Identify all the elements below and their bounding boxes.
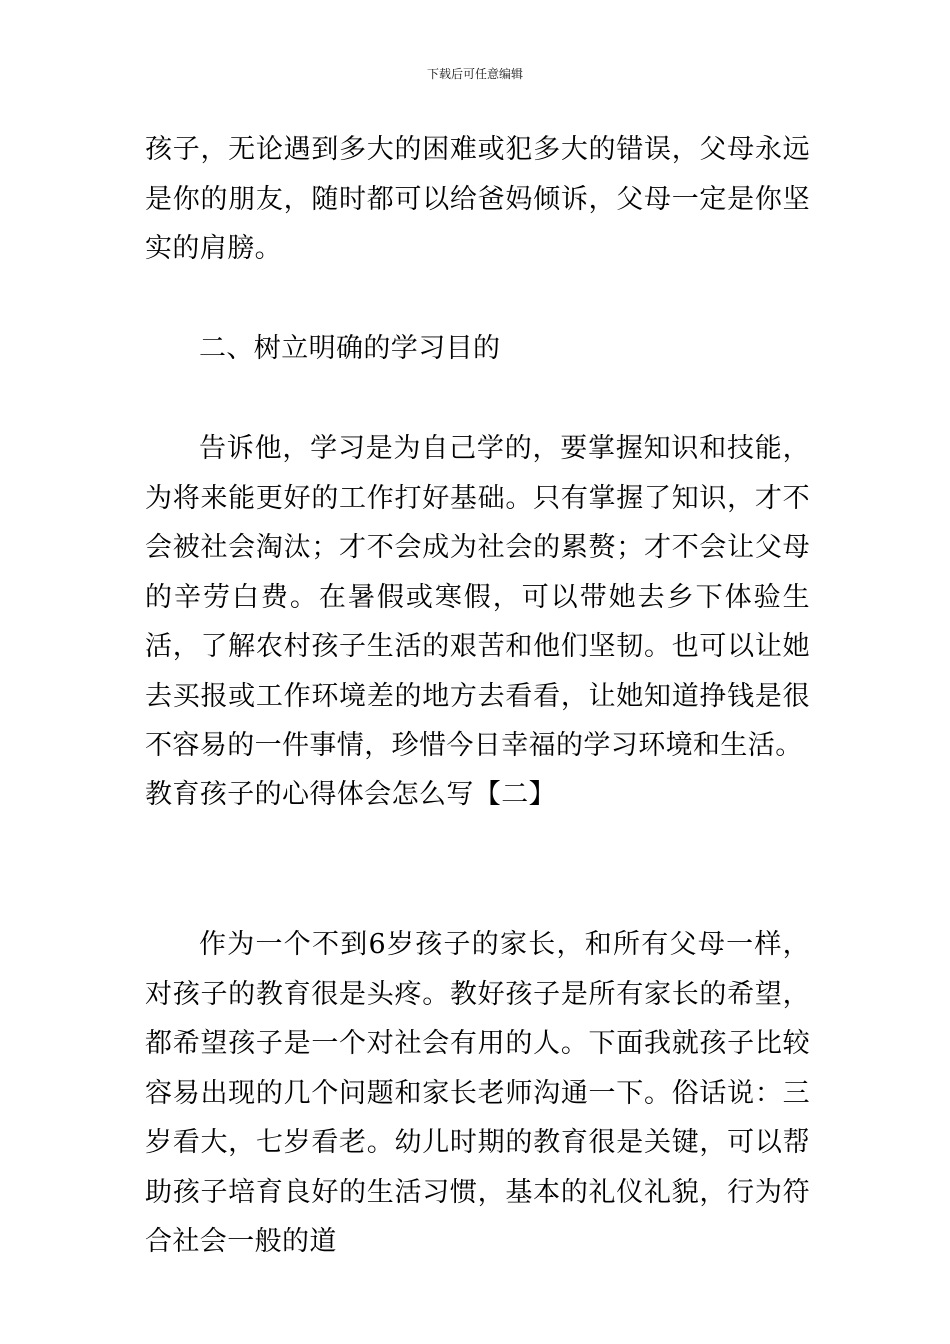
- header-note: 下载后可任意编辑: [426, 67, 523, 81]
- section-heading: 二、树立明确的学习目的: [199, 333, 501, 364]
- article-title: 教育孩子的心得体会怎么写【二】: [145, 779, 556, 810]
- paragraph-text: 告诉他，学习是为自己学的，要掌握知识和技能，为将来能更好的工作打好基础。只有掌握了知识，才不会被社会淘汰；才不会成为社会的累赘；才不会让父母的辛劳白费。在暑假或寒假，可以带她去乡下体验生活，了解农村孩子生活的艰苦和他们坚韧。也可以让她去买报或工作环境差的地方去看看，让她知道挣钱是很不容易的一件事情，珍惜今日幸福的学习环境和生活。: [145, 433, 810, 761]
- paragraph-text: 孩子，无论遇到多大的困难或犯多大的错误，父母永远是你的朋友，随时都可以给爸妈倾诉，父母一定是你坚实的肩膀。: [145, 134, 810, 264]
- paragraph-text: 作为一个不到6岁孩子的家长，和所有父母一样，对孩子的教育很是头疼。教好孩子是所有家长的希望，都希望孩子是一个对社会有用的人。下面我就孩子比较容易出现的几个问题和家长老师沟通一下。俗话说：三岁看大，七岁看老。幼儿时期的教育很是关键，可以帮助孩子培育良好的生活习惯，基本的礼仪礼貌，行为符合社会一般的道: [145, 929, 810, 1257]
